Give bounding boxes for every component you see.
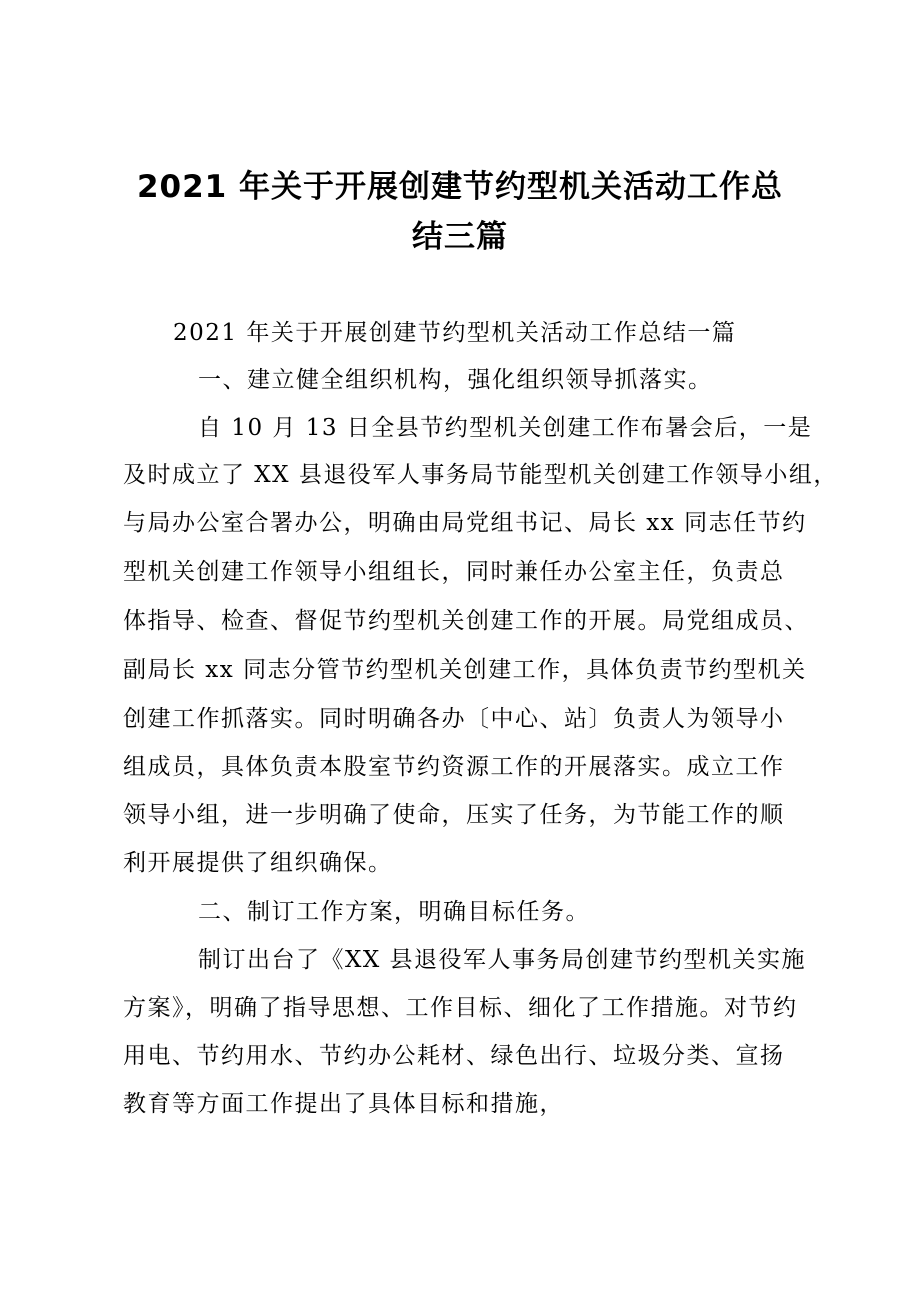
paragraph-line: 用电、节约用水、节约办公耗材、绿色出行、垃圾分类、宣扬: [123, 1043, 785, 1069]
section-heading-2: 二、制订工作方案，明确目标任务。: [198, 899, 590, 925]
document-title-line-2: 结三篇: [412, 219, 508, 255]
paragraph-line: 及时成立了 XX 县退役军人事务局节能型机关创建工作领导小组，: [123, 462, 838, 488]
paragraph-line: 自 10 月 13 日全县节约型机关创建工作布暑会后，一是: [198, 415, 813, 441]
paragraph-line: 教育等方面工作提出了具体目标和措施，: [123, 1091, 564, 1117]
paragraph-line: 方案》，明确了指导思想、工作目标、细化了工作措施。对节约: [123, 995, 798, 1021]
section-heading-1: 一、建立健全组织机构，强化组织领导抓落实。: [198, 367, 713, 393]
paragraph-line: 型机关创建工作领导小组组长，同时兼任办公室主任，负责总: [123, 559, 785, 585]
paragraph-line: 组成员，具体负责本股室节约资源工作的开展落实。成立工作: [123, 754, 785, 780]
paragraph-line: 体指导、检查、督促节约型机关创建工作的开展。局党组成员、: [123, 608, 809, 634]
paragraph-line: 利开展提供了组织确保。: [123, 850, 393, 876]
document-title-line-1: 2021 年关于开展创建节约型机关活动工作总: [136, 169, 784, 205]
paragraph-line: 创建工作抓落实。同时明确各办〔中心、站〕负责人为领导小: [123, 706, 785, 732]
paragraph-line: 领导小组，进一步明确了使命，压实了任务，为节能工作的顺: [123, 802, 785, 828]
paragraph-line: 与局办公室合署办公，明确由局党组书记、局长 xx 同志任节约: [123, 510, 807, 536]
document-subtitle: 2021 年关于开展创建节约型机关活动工作总结一篇: [173, 320, 737, 346]
paragraph-line: 制订出台了《XX 县退役军人事务局创建节约型机关实施: [198, 947, 807, 973]
paragraph-line: 副局长 xx 同志分管节约型机关创建工作，具体负责节约型机关: [123, 657, 807, 683]
